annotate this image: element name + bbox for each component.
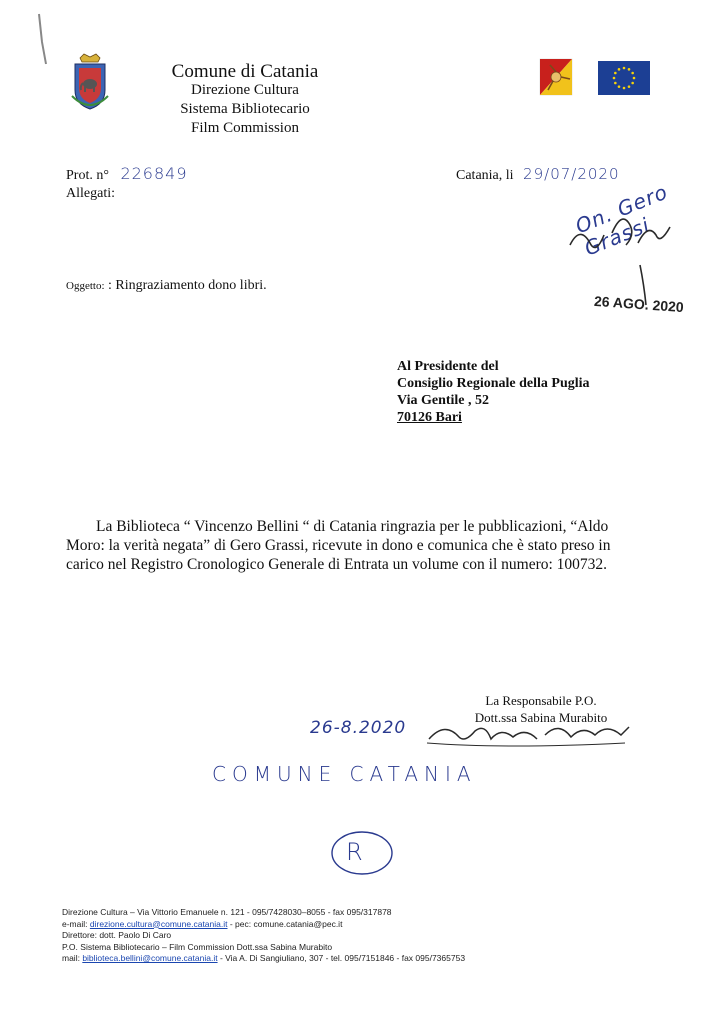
protocol-label: Prot. n°	[66, 168, 109, 183]
recipient-line-1: Al Presidente del	[397, 359, 499, 374]
date-label: Catania, li	[456, 168, 514, 183]
sicily-flag-icon	[540, 59, 572, 95]
signer-name: Dott.ssa Sabina Murabito	[474, 710, 608, 725]
eu-star	[631, 82, 634, 85]
footer-line-3: Direttore: dott. Paolo Di Caro	[62, 930, 172, 940]
subject-text: : Ringraziamento dono libri.	[108, 278, 267, 293]
handwritten-note: On. Gero Grassi	[572, 179, 672, 261]
footer-line-1: Direzione Cultura – Via Vittorio Emanuele n. 121 - 095/7428030–8055 - fax 095/317878	[62, 907, 392, 917]
date-value: 29/07/2020	[523, 165, 620, 183]
eu-star	[618, 85, 621, 88]
catania-crest-logo	[70, 52, 110, 112]
circled-letter: R	[346, 838, 364, 866]
handwritten-comune-catania: COMUNE CATANIA	[212, 762, 477, 786]
attachments-label: Allegati:	[66, 186, 115, 201]
recipient-address	[397, 358, 590, 426]
subject-line	[66, 278, 267, 294]
signer-role: La Responsabile P.O.	[485, 693, 597, 708]
letterhead-line-2: Sistema Bibliotecario	[180, 101, 310, 117]
eu-star	[623, 87, 626, 90]
eu-star	[613, 77, 616, 80]
date-line	[456, 165, 620, 184]
footer-line-2: e-mail: direzione.cultura@comune.catania.it - pec: comune.catania@pec.it	[62, 918, 343, 929]
footer-line-5: mail: biblioteca.bellini@comune.catania.it - Via A. Di Sangiuliano, 307 - tel. 095/7151846 - fax 095/7365753	[62, 953, 466, 963]
eu-star	[631, 72, 634, 75]
eu-flag-icon	[598, 61, 650, 95]
protocol-block	[66, 165, 188, 203]
letterhead-line-1: Direzione Cultura	[191, 82, 299, 98]
eu-star	[618, 68, 621, 71]
letterhead-title: Comune di Catania	[171, 61, 319, 82]
signature-scribble	[425, 713, 635, 753]
footer-line-4: P.O. Sistema Bibliotecario – Film Commission Dott.ssa Sabina Murabito	[62, 941, 333, 952]
handwritten-date: 26-8.2020	[310, 718, 407, 738]
eu-star	[614, 72, 617, 75]
letter-body: La Biblioteca “ Vincenzo Bellini “ di Catania ringrazia per le pubblicazioni, “Aldo Moro: la verità negata” di Gero Grassi, ricevute in dono e comunica che è stato preso in carico nel Registro Cronologico Generale di Entrata un volume con il numero: 100732.	[66, 518, 611, 573]
footer-library-email-link[interactable]: biblioteca.bellini@comune.catania.it	[82, 953, 218, 963]
recipient-line-3: Via Gentile , 52	[397, 393, 490, 408]
eu-star	[628, 68, 631, 71]
recipient-line-2: Consiglio Regionale della Puglia	[397, 376, 590, 391]
eu-star	[633, 77, 636, 80]
received-stamp: 26 AGO. 2020	[593, 292, 685, 316]
footer-email-link[interactable]: direzione.cultura@comune.catania.it	[89, 918, 228, 929]
subject-label: Oggetto:	[66, 280, 105, 292]
eu-star	[614, 82, 617, 85]
eu-star	[628, 85, 631, 88]
recipient-city: 70126 Bari	[397, 410, 462, 425]
letterhead	[150, 62, 340, 138]
footer	[62, 907, 465, 965]
protocol-number: 226849	[120, 164, 188, 183]
eu-star	[623, 67, 626, 70]
scan-mark	[36, 12, 54, 67]
letterhead-line-3: Film Commission	[191, 120, 299, 136]
